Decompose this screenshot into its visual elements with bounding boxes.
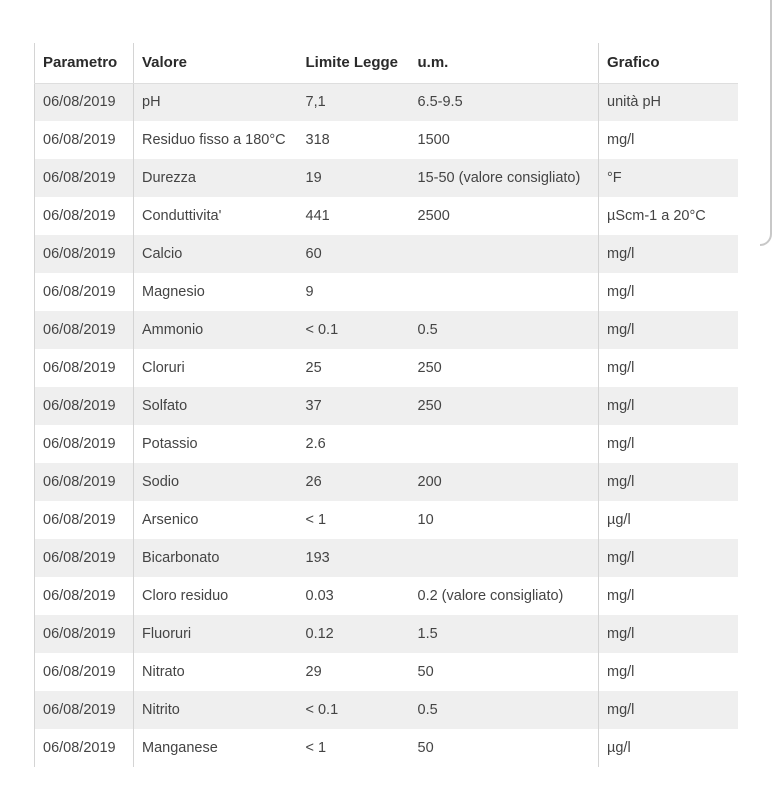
table-row (35, 197, 738, 235)
cell-parameter: Arsenico (134, 501, 298, 539)
cell-date: 06/08/2019 (35, 311, 134, 349)
cell-unit: mg/l (599, 615, 738, 653)
cell-parameter: Magnesio (134, 273, 298, 311)
cell-parameter: Manganese (134, 729, 298, 767)
cell-value: 19 (298, 159, 410, 197)
table-row (35, 235, 738, 273)
cell-parameter: Conduttivita' (134, 197, 298, 235)
table-row (35, 653, 738, 691)
cell-unit: unità pH (599, 83, 738, 121)
table-row (35, 83, 738, 121)
cell-limit: 0.5 (410, 311, 599, 349)
cell-date: 06/08/2019 (35, 83, 134, 121)
cell-limit (410, 425, 599, 463)
cell-limit: 50 (410, 729, 599, 767)
cell-value: < 0.1 (298, 311, 410, 349)
cell-value: < 1 (298, 501, 410, 539)
scrollbar-edge[interactable] (760, 0, 772, 246)
cell-unit: mg/l (599, 235, 738, 273)
cell-unit: mg/l (599, 121, 738, 159)
cell-unit: µg/l (599, 729, 738, 767)
table-row (35, 463, 738, 501)
table-header-row (35, 43, 738, 83)
cell-date: 06/08/2019 (35, 653, 134, 691)
cell-value: 0.12 (298, 615, 410, 653)
cell-limit: 50 (410, 653, 599, 691)
cell-date: 06/08/2019 (35, 501, 134, 539)
cell-unit: mg/l (599, 577, 738, 615)
column-header-grafico: Grafico (599, 43, 738, 83)
cell-date: 06/08/2019 (35, 121, 134, 159)
cell-unit: mg/l (599, 463, 738, 501)
cell-value: < 1 (298, 729, 410, 767)
table-row (35, 501, 738, 539)
cell-date: 06/08/2019 (35, 463, 134, 501)
cell-value: 37 (298, 387, 410, 425)
cell-parameter: Solfato (134, 387, 298, 425)
cell-value: 0.03 (298, 577, 410, 615)
cell-parameter: Sodio (134, 463, 298, 501)
cell-value: 29 (298, 653, 410, 691)
cell-date: 06/08/2019 (35, 425, 134, 463)
cell-unit: mg/l (599, 273, 738, 311)
cell-value: 193 (298, 539, 410, 577)
cell-parameter: Ammonio (134, 311, 298, 349)
cell-date: 06/08/2019 (35, 273, 134, 311)
cell-limit: 0.2 (valore consigliato) (410, 577, 599, 615)
cell-unit: °F (599, 159, 738, 197)
table-row (35, 387, 738, 425)
cell-parameter: Cloro residuo (134, 577, 298, 615)
cell-limit: 250 (410, 387, 599, 425)
cell-date: 06/08/2019 (35, 539, 134, 577)
cell-value: 60 (298, 235, 410, 273)
cell-date: 06/08/2019 (35, 235, 134, 273)
cell-value: 9 (298, 273, 410, 311)
cell-limit (410, 235, 599, 273)
column-header-parametro: Parametro (35, 43, 134, 83)
table-row (35, 311, 738, 349)
table-row (35, 729, 738, 767)
cell-date: 06/08/2019 (35, 159, 134, 197)
table-row (35, 349, 738, 387)
cell-limit (410, 273, 599, 311)
cell-value: 25 (298, 349, 410, 387)
cell-limit: 15-50 (valore consigliato) (410, 159, 599, 197)
cell-date: 06/08/2019 (35, 197, 134, 235)
cell-date: 06/08/2019 (35, 349, 134, 387)
cell-parameter: Fluoruri (134, 615, 298, 653)
cell-unit: mg/l (599, 691, 738, 729)
cell-parameter: Calcio (134, 235, 298, 273)
cell-unit: µg/l (599, 501, 738, 539)
cell-value: 26 (298, 463, 410, 501)
cell-unit: mg/l (599, 349, 738, 387)
table-row (35, 121, 738, 159)
table-row (35, 159, 738, 197)
column-header-um: u.m. (410, 43, 599, 83)
cell-parameter: Potassio (134, 425, 298, 463)
cell-limit: 1500 (410, 121, 599, 159)
cell-value: 2.6 (298, 425, 410, 463)
table-row (35, 425, 738, 463)
cell-date: 06/08/2019 (35, 577, 134, 615)
table-row (35, 539, 738, 577)
table-body (35, 83, 738, 767)
cell-unit: mg/l (599, 387, 738, 425)
column-header-limite-legge: Limite Legge (298, 43, 410, 83)
cell-date: 06/08/2019 (35, 615, 134, 653)
table-row (35, 577, 738, 615)
column-header-valore: Valore (134, 43, 298, 83)
cell-unit: mg/l (599, 311, 738, 349)
cell-value: < 0.1 (298, 691, 410, 729)
cell-parameter: Durezza (134, 159, 298, 197)
table-row (35, 615, 738, 653)
cell-limit: 200 (410, 463, 599, 501)
cell-limit: 2500 (410, 197, 599, 235)
cell-value: 7,1 (298, 83, 410, 121)
cell-limit: 250 (410, 349, 599, 387)
table-row (35, 273, 738, 311)
cell-date: 06/08/2019 (35, 387, 134, 425)
cell-unit: mg/l (599, 653, 738, 691)
cell-date: 06/08/2019 (35, 691, 134, 729)
water-analysis-table (34, 43, 738, 767)
cell-limit: 6.5-9.5 (410, 83, 599, 121)
cell-unit: mg/l (599, 425, 738, 463)
cell-limit: 10 (410, 501, 599, 539)
cell-parameter: Cloruri (134, 349, 298, 387)
cell-value: 318 (298, 121, 410, 159)
table-row (35, 691, 738, 729)
cell-parameter: Residuo fisso a 180°C (134, 121, 298, 159)
cell-unit: mg/l (599, 539, 738, 577)
cell-value: 441 (298, 197, 410, 235)
cell-parameter: Nitrato (134, 653, 298, 691)
cell-parameter: Nitrito (134, 691, 298, 729)
cell-limit: 1.5 (410, 615, 599, 653)
cell-limit: 0.5 (410, 691, 599, 729)
cell-limit (410, 539, 599, 577)
cell-parameter: pH (134, 83, 298, 121)
cell-parameter: Bicarbonato (134, 539, 298, 577)
cell-date: 06/08/2019 (35, 729, 134, 767)
cell-unit: µScm-1 a 20°C (599, 197, 738, 235)
